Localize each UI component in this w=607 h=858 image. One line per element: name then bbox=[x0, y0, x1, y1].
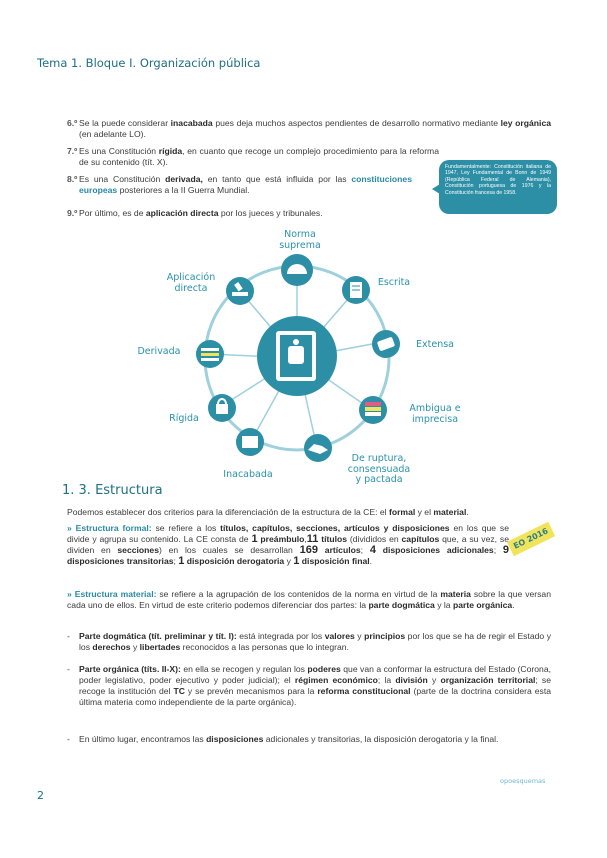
label-norma-suprema: Norma suprema bbox=[279, 229, 321, 251]
constitution-book-icon bbox=[276, 331, 316, 381]
list-item-8 bbox=[67, 174, 412, 196]
bullet-disposiciones: - En último lugar, encontramos las disposiciones adicionales y transitorias, la disposición derogatoria y la final. bbox=[67, 734, 499, 744]
escrita-node bbox=[342, 276, 370, 304]
list-item-6 bbox=[67, 118, 551, 140]
label-rigida: Rígida bbox=[169, 413, 199, 424]
item-number: 7.º bbox=[67, 146, 78, 156]
rigida-node bbox=[208, 394, 236, 422]
label-aplicacion-directa: Aplicación directa bbox=[166, 272, 216, 294]
label-inacabada: Inacabada bbox=[223, 469, 273, 480]
derivada-node bbox=[196, 340, 224, 368]
list-item-7 bbox=[67, 146, 439, 168]
page-number: 2 bbox=[37, 789, 44, 802]
formal-structure-paragraph: » Estructura formal: se refiere a los títulos, capítulos, secciones, artículos y disposiciones en los que se divide y agrupa su contenido. La CE consta de 1 preámbulo,11 títulos (divididos en capítulos que, a su vez, se dividen en secciones) en los cuales se desarrollan 169 artículos; 4 disposiciones adicionales; 9 disposiciones transitorias; 1 disposición derogatoria y 1 disposición final. bbox=[67, 523, 510, 567]
item-text: Es una Constitución derivada, en tanto que está influida por las constituciones europeas posteriores a la II Guerra Mundial. bbox=[79, 174, 412, 195]
aplicacion-directa-node bbox=[226, 277, 254, 305]
label-extensa: Extensa bbox=[416, 339, 454, 350]
item-text: Se la puede considerar inacabada pues deja muchos aspectos pendientes de desarrollo normativo mediante ley orgánica (en adelante LO). bbox=[79, 118, 551, 139]
label-escrita: Escrita bbox=[377, 277, 411, 288]
label-ambigua: Ambigua e imprecisa bbox=[409, 403, 461, 425]
item-number: 9.º bbox=[67, 208, 78, 218]
bullet-parte-organica: - Parte orgánica (títs. II-X): en ella se recogen y regulan los poderes que van a conformar la estructura del Estado (Corona, poder legislativo, poder ejecutivo y poder judicial); el régimen económico; la división y organización territorial; se recoge la institución del TC y se prevén mecanismos para la reforma constitucional (parte de la doctrina considera esta última materia como independiente de la parte orgánica). bbox=[67, 664, 551, 707]
section-title: 1. 3. Estructura bbox=[62, 483, 163, 498]
ruptura-node bbox=[304, 434, 332, 462]
extensa-node bbox=[372, 330, 400, 358]
material-structure-paragraph: » Estructura material: se refiere a la agrupación de los contenidos de la norma en virtud de la materia sobre la que versan cada uno de ellos. En virtud de este criterio podemos diferenciar dos partes: la parte dogmática y la parte orgánica. bbox=[67, 589, 551, 610]
page-header: Tema 1. Bloque I. Organización pública bbox=[37, 56, 261, 70]
constitution-characteristics-diagram bbox=[150, 228, 460, 488]
norma-suprema-node bbox=[281, 254, 313, 286]
label-derivada: Derivada bbox=[137, 346, 181, 357]
exam-stamp: EO 2016 bbox=[507, 522, 555, 557]
publisher-logo: opoesquemas bbox=[500, 777, 546, 785]
inacabada-node bbox=[236, 428, 264, 456]
item-text: Por último, es de aplicación directa por los jueces y tribunales. bbox=[79, 208, 323, 218]
label-ruptura: De ruptura, consensuada y pactada bbox=[347, 453, 411, 485]
bullet-parte-dogmatica: - Parte dogmática (tít. preliminar y tít. I): está integrada por los valores y principios por los que se ha de regir el Estado y los derechos y libertades reconocidos a las personas que lo integran. bbox=[67, 631, 551, 652]
intro-paragraph: Podemos establecer dos criterios para la diferenciación de la estructura de la CE: el formal y el material. bbox=[67, 507, 469, 517]
item-number: 8.º bbox=[67, 174, 78, 184]
margin-note: Fundamentalmente: Constitución italiana de 1947, Ley Fundamental de Bonn de 1949 (República Federal de Alemania), Constitución portuguesa de 1976 y la Constitución francesa de 1958. bbox=[439, 160, 557, 214]
item-text: Es una Constitución rígida, en cuanto que recoge un complejo procedimiento para la reforma de su contenido (tít. X). bbox=[79, 146, 439, 167]
ambigua-node bbox=[359, 396, 387, 424]
item-number: 6.º bbox=[67, 118, 78, 128]
